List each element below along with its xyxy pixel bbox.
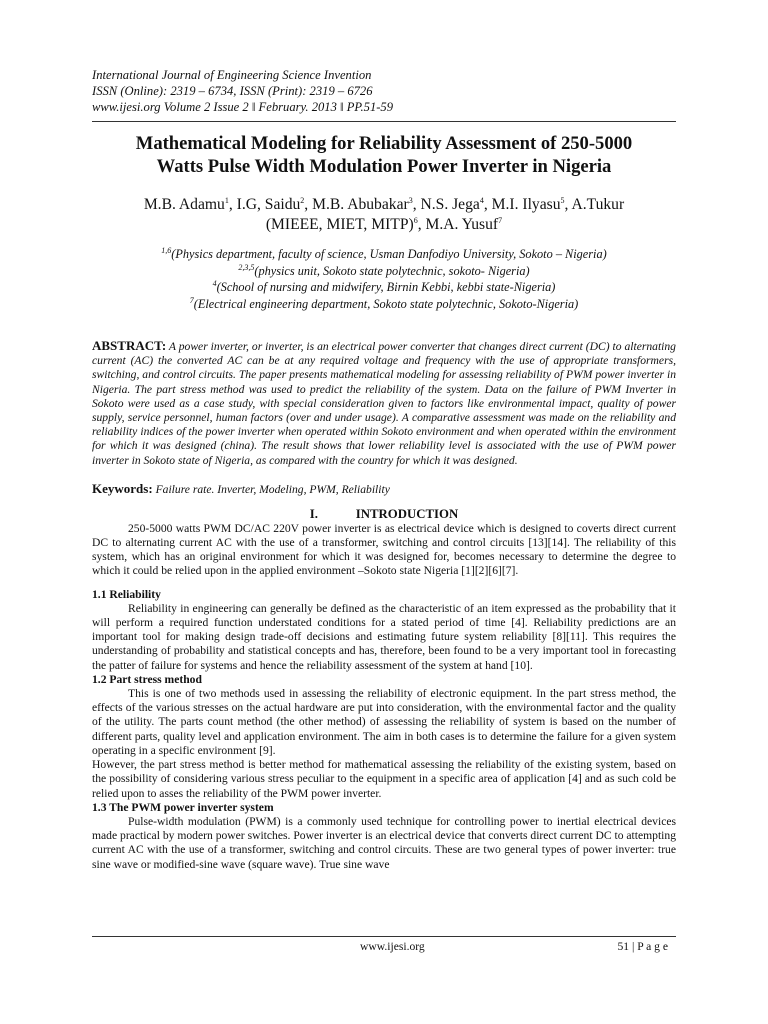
author-line-1: M.B. Adamu$^1$, I.G, Saidu$^2$, M.B. Abubakar$^3$, N.S. Jega$^4$, M.I. Ilyasu$^5$, A.Tukur [143, 196, 625, 214]
affiliation [92, 279, 676, 295]
section-heading [92, 507, 676, 522]
affiliation-list [92, 246, 676, 312]
paragraph: Pulse-width modulation (PWM) is a commonly used technique for controlling power to inertial electrical devices made practical by modern power switches. Power inverter is an electrical device that converts direct current DC to attempting current AC with the use of a transformer, switching and control circuits. These are two general types of power inverter: true sine wave or modified-sine wave (square wave). True sine wave [92, 814, 676, 871]
affiliation-text: (School of nursing and midwifery, Birnin Kebbi, kebbi state-Nigeria) [216, 280, 556, 295]
author-list [92, 195, 676, 235]
affiliation-text: (Electrical engineering department, Sokoto state polytechnic, Sokoto-Nigeria) [193, 296, 579, 311]
affiliation-sup: 4 [212, 279, 217, 289]
affiliation-text: (Physics department, faculty of science, Usman Danfodiyo University, Sokoto – Nigeria) [171, 247, 607, 262]
footer-page-number: 51 | P a g e [617, 940, 668, 953]
intro-paragraph: 250-5000 watts PWM DC/AC 220V power inverter is as electrical device which is designed to coverts direct current DC to alternating current AC with the use of a transformer, switching and control circuits [13][14]. The reliability of this system, which has an original environment for which it was designed for, becomes necessary to determine the degree to which it could be relied upon in the applied environment –Sokoto state Nigeria [1][2][6][7]. [92, 521, 676, 578]
paragraph: This is one of two methods used in assessing the reliability of electronic equipment. In the part stress method, the effects of the various stresses on the actual hardware are put into consideration, with the environmental factor and the quality of the utility. The parts count method (the other method) of assessing the reliability of system is based on the number of different parts, quality level and application environment. The aim in both cases is to determine the failure for a given system operating in a specific environment [9]. [92, 687, 676, 757]
affiliation [92, 296, 676, 312]
paragraph: Reliability in engineering can generally be defined as the characteristic of an item expressed as the probability that it will perform a required function understated conditions for a stated period of time [4]. Reliability predictions are an important tool for making design trade-off decisions and estimating future system reliability [8][11]. This requires the understanding of probability and statistical concepts and has, therefore, been found to be a very important tool in forecasting the patter of failure for systems and hence the reliability assessment of the system at hand [10]. [92, 601, 676, 672]
author-sup: 2 [300, 196, 305, 206]
affiliation-sup: 2,3,5 [238, 262, 255, 272]
abstract-label: ABSTRACT: [92, 338, 167, 354]
author-name: M.B. Adamu [143, 196, 225, 214]
author-name: I.G, Saidu [236, 196, 301, 214]
abstract-text: A power inverter, or inverter, is an electrical power converter that changes direct current (DC) to alternating current (AC) the converted AC can be at any required voltage and frequency with the use of appropriate transformers, switching, and control circuits. The paper presents mathematical modeling for assessing reliability of PWM power inverter in Nigeria. The part stress method was used to predict the reliability of the system. Data on the failure of PWM Inverter in Sokoto were used as a case study, with special consideration given to factors like environmental impact, quality of power supply, service personnel, human factors (over and under usage). A comparative assessment was made on the reliability and reliability indices of the power inverter when operated within Sokoto environment and when operated within the environment for which it was designed (china). The result shows that lower reliability level is associated with the use of PWM power inverter in Sokoto state of Nigeria, as compared with the country for which it was designed. [92, 340, 676, 467]
subsection-heading: 1.1 Reliability [92, 587, 161, 601]
author-name: N.S. Jega [420, 196, 480, 214]
paper-title [92, 132, 676, 178]
author-name: M.I. Ilyasu [491, 196, 561, 214]
abstract [92, 339, 676, 468]
author-sup: 7 [498, 216, 503, 226]
keywords-text: Failure rate. Inverter, Modeling, PWM, Reliability [155, 482, 390, 496]
author-line-2: (MIEEE, MIET, MITP)$^6$, M.A. Yusuf$^7$ [265, 216, 503, 234]
section-title: INTRODUCTION [355, 506, 459, 521]
affiliation [92, 246, 676, 262]
author-sup: 1 [224, 196, 229, 206]
section-number: I. [309, 506, 318, 521]
affiliation-sup: 1,6 [161, 246, 172, 256]
paper-page [92, 68, 676, 872]
author-sup: 3 [408, 196, 413, 206]
paragraph: However, the part stress method is better method for mathematical assessing the reliability of the existing system, based on the possibility of considering various stress peculiar to the equipment in a specific area of application [4] and as such cold be relied upon to asses the reliability of the PWM power inverter. [92, 758, 676, 800]
author-name: M.A. Yusuf [425, 216, 499, 234]
footer-site: www.ijesi.org [360, 940, 425, 953]
journal-header [92, 68, 676, 115]
author-sup: 6 [413, 216, 418, 226]
subsection-heading: 1.2 Part stress method [92, 672, 202, 686]
header-rule [92, 121, 676, 122]
journal-issn: ISSN (Online): 2319 – 6734, ISSN (Print): 2319 – 6726 [92, 83, 373, 98]
author-sup: 5 [560, 196, 565, 206]
author-name: A.Tukur [571, 196, 625, 214]
author-name: (MIEEE, MIET, MITP) [265, 216, 414, 234]
subsection-heading: 1.3 The PWM power inverter system [92, 800, 274, 814]
keywords [92, 481, 676, 497]
affiliation-sup: 7 [189, 295, 194, 305]
keywords-label: Keywords: [92, 480, 153, 496]
author-sup: 4 [479, 196, 484, 206]
footer-rule [92, 936, 676, 937]
author-name: M.B. Abubakar [312, 196, 409, 214]
affiliation-text: (physics unit, Sokoto state polytechnic, sokoto- Nigeria) [254, 263, 530, 278]
title-line-2: Watts Pulse Width Modulation Power Inverter in Nigeria [156, 156, 612, 178]
title-line-1: Mathematical Modeling for Reliability Assessment of 250-5000 [135, 133, 633, 155]
journal-issue: www.ijesi.org Volume 2 Issue 2 ‖ February. 2013 ‖ PP.51-59 [92, 99, 394, 114]
affiliation [92, 263, 676, 279]
journal-name: International Journal of Engineering Science Invention [92, 68, 372, 82]
